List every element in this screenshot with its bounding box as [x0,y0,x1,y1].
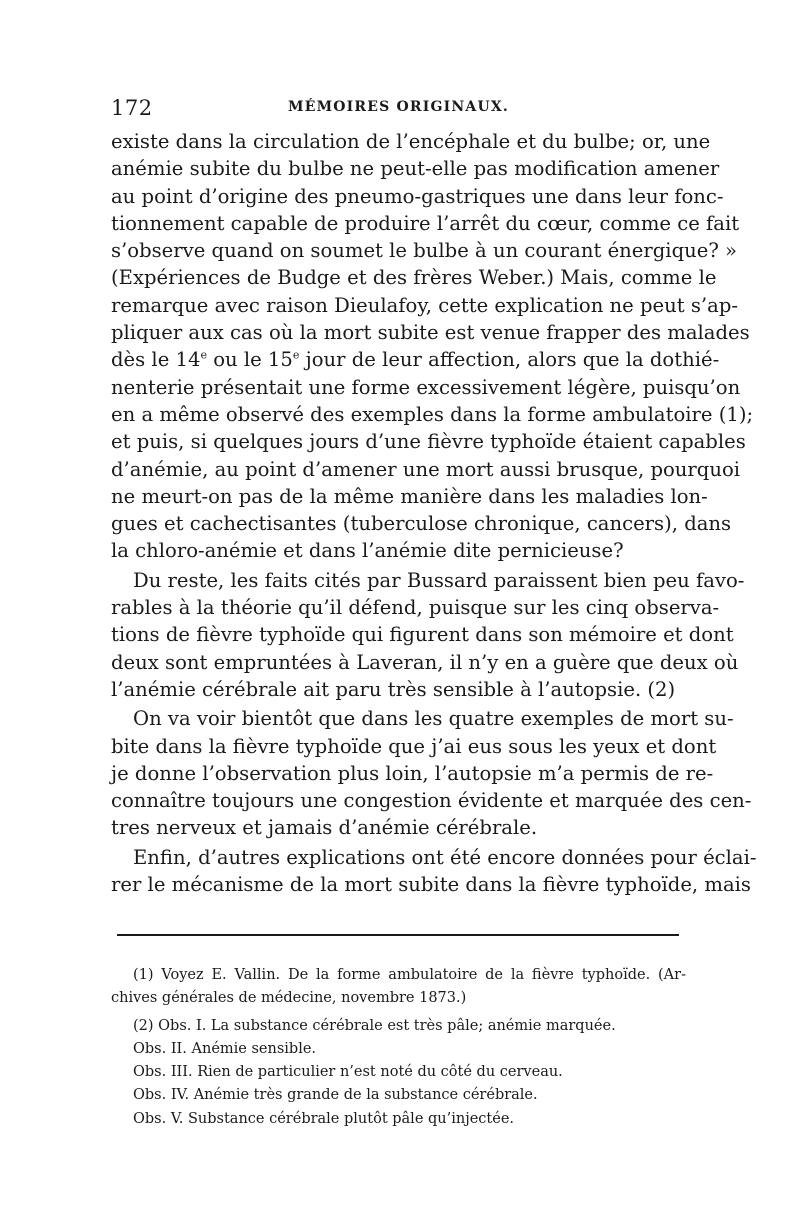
text-line: tions de fièvre typhoïde qui figurent dans son mémoire et dont [111,623,734,647]
text-fragment: dès le 14 [111,348,201,372]
superscript: e [292,348,300,362]
text-line: s’observe quand on soumet le bulbe à un courant énergique? » [111,239,738,263]
page-number: 172 [111,96,153,120]
text-fragment: jour de leur affection, alors que la dothié- [299,348,720,372]
text-line: Du reste, les faits cités par Bussard paraissent bien peu favo- [133,568,745,592]
text-line: existe dans la circulation de l’encéphale et du bulbe; or, une [111,130,711,153]
text-line: pliquer aux cas où la mort subite est venue frapper des malades [111,321,750,345]
footnote-1 [111,964,686,1011]
text-line: en a même observé des exemples dans la forme ambulatoire (1); [111,402,754,426]
text-line: connaître toujours une congestion évidente et marquée des cen- [111,789,752,813]
text-line: anémie subite du bulbe ne peut-elle pas modification amener [111,157,720,181]
text-line: d’anémie, au point d’amener une mort aussi brusque, pourquoi [111,457,741,481]
footnote-line: (2) Obs. I. La substance cérébrale est très pâle; anémie marquée. [133,1017,616,1034]
paragraph-3 [111,705,752,841]
page-header [111,96,686,126]
text-line: je donne l’observation plus loin, l’autopsie m’a permis de re- [111,761,714,785]
paragraph-1 [111,128,754,565]
text-line-with-superscripts [111,346,720,373]
body-text [111,128,757,898]
paragraph-4 [111,844,757,899]
text-line: et puis, si quelques jours d’une fièvre typhoïde étaient capables [111,430,746,454]
footnote-obs: Obs. IV. Anémie très grande de la substance cérébrale. [133,1087,538,1104]
footnote-obs: Obs. III. Rien de particulier n’est noté du côté du cerveau. [133,1064,563,1081]
footnote-2 [111,1015,686,1131]
text-line: l’anémie cérébrale ait paru très sensible à l’autopsie. (2) [111,677,676,701]
footnotes [111,964,686,1131]
footnote-divider [117,934,679,936]
text-line: (Expériences de Budge et des frères Weber.) Mais, comme le [111,266,717,290]
running-title: MÉMOIRES ORIGINAUX. [288,99,509,115]
footnote-line: chives générales de médecine, novembre 1873.) [111,990,467,1007]
footnote-line: (1) Voyez E. Vallin. De la forme ambulatoire de la fièvre typhoïde. (Ar- [133,967,686,983]
text-line: tionnement capable de produire l’arrêt du cœur, comme ce fait [111,211,740,235]
text-line: remarque avec raison Dieulafoy, cette explication ne peut s’ap- [111,293,738,317]
text-line: nenterie présentait une forme excessivement légère, puisqu’on [111,375,741,399]
text-line: gues et cachectisantes (tuberculose chronique, cancers), dans [111,512,732,536]
text-line: bite dans la fièvre typhoïde que j’ai eus sous les yeux et dont [111,734,717,758]
footnote-obs: Obs. V. Substance cérébrale plutôt pâle qu’injectée. [133,1110,515,1127]
text-line: la chloro-anémie et dans l’anémie dite pernicieuse? [111,539,624,563]
text-line: Enfin, d’autres explications ont été encore données pour éclai- [133,845,757,869]
text-line: tres nerveux et jamais d’anémie cérébrale. [111,816,538,840]
text-line: On va voir bientôt que dans les quatre exemples de mort su- [133,707,734,731]
text-line: ne meurt-on pas de la même manière dans les maladies lon- [111,484,708,508]
text-line: rer le mécanisme de la mort subite dans la fièvre typhoïde, mais [111,873,751,897]
text-fragment: ou le 15 [206,348,293,372]
text-line: au point d’origine des pneumo-gastriques une dans leur fonc- [111,184,724,208]
text-line: deux sont empruntées à Laveran, il n’y en a guère que deux où [111,650,739,674]
paragraph-2 [111,567,745,703]
superscript: e [200,348,207,362]
footnote-obs: Obs. II. Anémie sensible. [133,1040,317,1057]
text-line: rables à la théorie qu’il défend, puisque sur les cinq observa- [111,596,720,620]
